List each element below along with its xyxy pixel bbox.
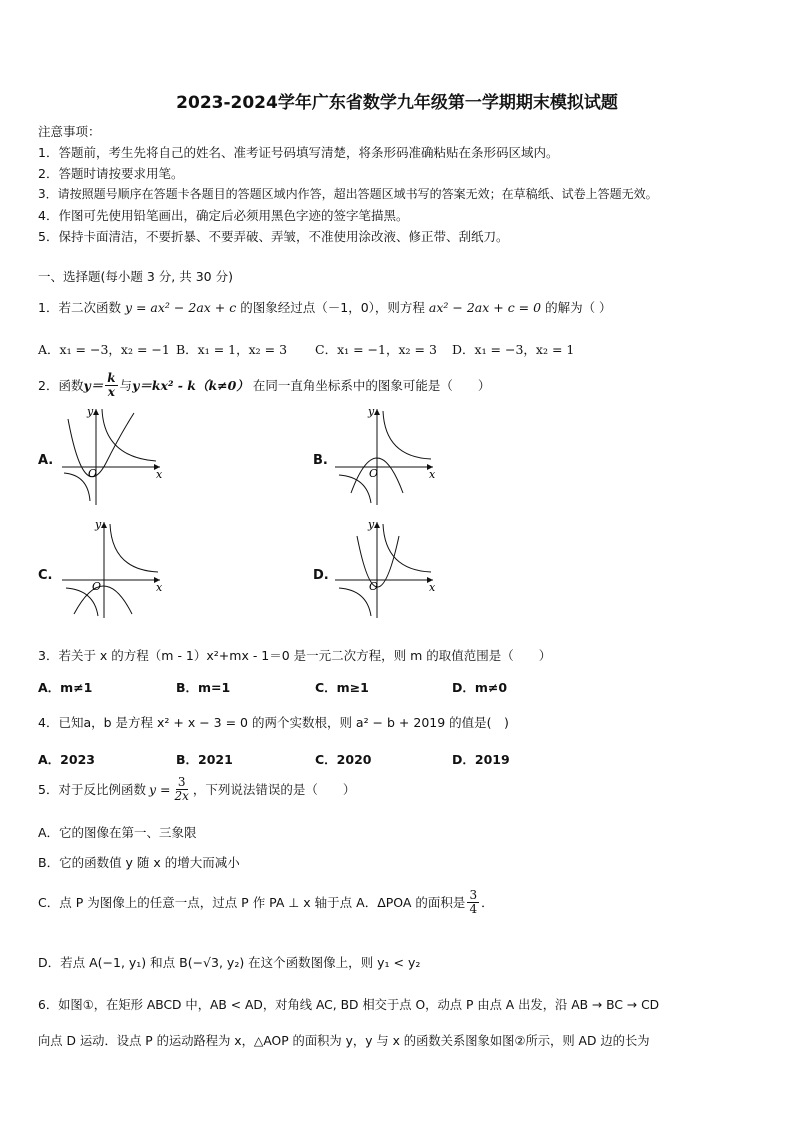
notice-item-1: 1．答题前，考生先将自己的姓名、准考证号码填写清楚，将条形码准确粘贴在条形码区域内。	[38, 145, 559, 160]
question-1	[38, 298, 612, 316]
notice-item-2: 2．答题时请按要求用笔。	[38, 166, 184, 181]
q5-post: ，下列说法错误的是（ ）	[192, 782, 356, 798]
q3-option-b: B．m=1	[176, 680, 231, 695]
q4-option-a: A．2023	[38, 752, 95, 767]
origin-label: O	[369, 580, 379, 593]
question-3: 3．若关于 x 的方程（m - 1）x²+mx - 1＝0 是一元二次方程，则 m 的取值范围是（ ）	[38, 648, 552, 663]
q5-option-c	[38, 889, 494, 915]
q5-c-den: 4	[469, 901, 478, 916]
question-4: 4．已知a，b 是方程 x² + x − 3 = 0 的两个实数根，则 a² − b + 2019 的值是( )	[38, 715, 509, 730]
q5-pre: 5．对于反比例函数	[38, 782, 146, 798]
axis-x-label: x	[429, 468, 436, 481]
q1-option-c: C．x₁ = −1，x₂ = 3	[315, 342, 437, 357]
q1-option-b: B．x₁ = 1，x₂ = 3	[176, 342, 288, 357]
q2-graph-c	[60, 518, 170, 618]
q2-label-a: A.	[38, 453, 54, 468]
notice-item-4: 4．作图可先使用铅笔画出，确定后必须用黑色字迹的签字笔描黑。	[38, 208, 409, 223]
q2-graph-b	[333, 405, 443, 505]
q5-den: 2x	[174, 788, 189, 803]
axis-x-label: x	[429, 581, 436, 594]
axis-y-label: y	[87, 405, 94, 418]
q2-mid: 与	[119, 378, 133, 394]
q2-post: 在同一直角坐标系中的图象可能是（ ）	[252, 378, 491, 394]
axis-y-label: y	[368, 405, 375, 418]
q5-option-b: B．它的函数值 y 随 x 的增大而减小	[38, 855, 240, 870]
origin-label: O	[92, 580, 102, 593]
q1-option-a: A．x₁ = −3，x₂ = −1	[38, 342, 170, 357]
q3-option-c: C．m≥1	[315, 680, 369, 695]
q5-c-fraction	[467, 889, 479, 915]
axis-y-label: y	[95, 518, 102, 531]
q2-graph-d	[333, 518, 443, 618]
q4-option-d: D．2019	[452, 752, 510, 767]
q5-lhs: y =	[148, 781, 171, 797]
q2-label-b: B.	[313, 453, 328, 468]
page-title: 2023-2024学年广东省数学九年级第一学期期末模拟试题	[176, 93, 618, 113]
axis-y-label: y	[368, 518, 375, 531]
q2-f1-num: k	[107, 371, 116, 385]
q5-fraction	[172, 776, 190, 802]
question-2	[38, 372, 490, 398]
q5-c-post: ．	[481, 895, 494, 911]
q3-option-d: D．m≠0	[452, 680, 508, 695]
origin-label: O	[88, 467, 98, 480]
question-6-line-1: 6．如图①，在矩形 ABCD 中，AB < AD，对角线 AC, BD 相交于点 O，动点 P 由点 A 出发，沿 AB → BC → CD	[38, 998, 660, 1012]
axis-x-label: x	[156, 468, 163, 481]
question-6-line-2: 向点 D 运动．设点 P 的运动路程为 x，△AOP 的面积为 y，y 与 x 的函数关系图象如图②所示，则 AD 边的长为	[38, 1034, 650, 1048]
q5-option-d: D．若点 A(−1, y₁) 和点 B(−√3, y₂) 在这个函数图像上，则 y₁ < y₂	[38, 955, 421, 970]
notice-item-5: 5．保持卡面清洁，不要折暴、不要弄破、弄皱，不准使用涂改液、修正带、刮纸刀。	[38, 229, 509, 244]
q1-function: y = ax² − 2ax + c	[124, 300, 237, 315]
q3-option-a: A．m≠1	[38, 680, 93, 695]
q2-label-c: C.	[38, 568, 53, 583]
q1-equation: ax² − 2ax + c = 0	[428, 300, 542, 315]
q1-mid: 的图象经过点（－1，0），则方程	[240, 300, 425, 315]
q1-post: 的解为（ ）	[545, 300, 612, 315]
q4-option-b: B．2021	[176, 752, 233, 767]
q2-f1-den: x	[107, 384, 115, 399]
q2-f1-lhs: y＝	[83, 378, 104, 394]
q1-pre: 1．若二次函数	[38, 300, 121, 315]
origin-label: O	[369, 467, 379, 480]
q2-f2: y＝kx² - k（k≠0）	[132, 378, 249, 394]
q5-c-num: 3	[469, 888, 478, 902]
question-5	[38, 776, 355, 802]
q2-label-d: D.	[313, 568, 329, 583]
q2-f1-fraction	[105, 372, 117, 398]
q5-option-a: A．它的图像在第一、三象限	[38, 825, 197, 840]
q2-graph-a	[60, 405, 170, 505]
notice-heading: 注意事项：	[38, 124, 101, 139]
axis-x-label: x	[156, 581, 163, 594]
q2-pre: 2．函数	[38, 378, 84, 394]
q5-num: 3	[177, 775, 186, 789]
q1-option-d: D．x₁ = −3，x₂ = 1	[452, 342, 575, 357]
notice-item-3: 3．请按照题号顺序在答题卡各题目的答题区域内作答，超出答题区域书写的答案无效；在草稿纸、试卷上答题无效。	[38, 187, 658, 201]
section-heading: 一、选择题(每小题 3 分, 共 30 分)	[38, 269, 233, 284]
q5-c-pre: C．点 P 为图像上的任意一点，过点 P 作 PA ⊥ x 轴于点 A．ΔPOA 的面积是	[38, 895, 466, 911]
q4-option-c: C．2020	[315, 752, 372, 767]
